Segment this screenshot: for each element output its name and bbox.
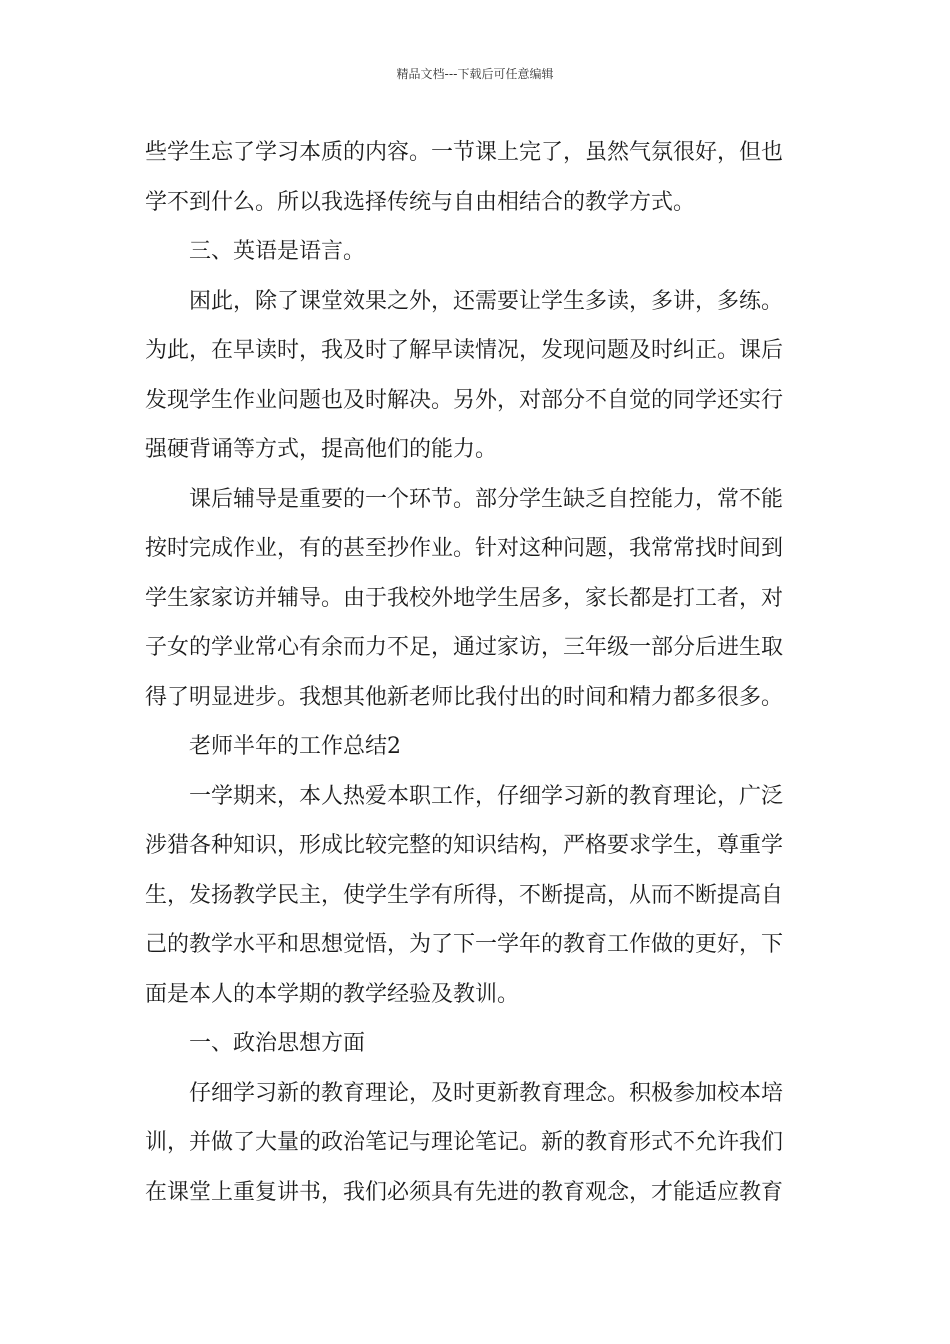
section-heading: 一、政治思想方面 bbox=[189, 1031, 366, 1056]
section-heading: 三、英语是语言。 bbox=[189, 239, 366, 264]
text-line: 些学生忘了学习本质的内容。一节课上完了，虽然气氛很好，但也 bbox=[145, 140, 784, 165]
text-line: 强硬背诵等方式，提高他们的能力。 bbox=[145, 437, 498, 462]
text-line: 面是本人的本学期的教学经验及教训。 bbox=[145, 981, 520, 1007]
text-line: 在课堂上重复讲书，我们必须具有先进的教育观念，才能适应教育 bbox=[145, 1179, 784, 1205]
text-line: 己的教学水平和思想觉悟，为了下一学年的教育工作做的更好，下 bbox=[145, 932, 784, 957]
text-line: 生，发扬教学民主，使学生学有所得，不断提高，从而不断提高自 bbox=[145, 882, 784, 908]
document-subtitle: 老师半年的工作总结2 bbox=[189, 734, 401, 759]
text-line: 子女的学业常心有余而力不足，通过家访，三年级一部分后进生取 bbox=[145, 635, 784, 660]
page-header: 精品文档---下载后可任意编辑 bbox=[396, 67, 554, 81]
text-line: 学生家家访并辅导。由于我校外地学生居多，家长都是打工者，对 bbox=[145, 585, 784, 611]
text-line: 一学期来，本人热爱本职工作，仔细学习新的教育理论，广泛 bbox=[189, 783, 784, 809]
text-line: 困此，除了课堂效果之外，还需要让学生多读，多讲，多练。 bbox=[189, 288, 784, 314]
text-line: 学不到什么。所以我选择传统与自由相结合的教学方式。 bbox=[145, 189, 696, 215]
text-line: 仔细学习新的教育理论，及时更新教育理念。积极参加校本培 bbox=[189, 1080, 784, 1106]
text-line: 发现学生作业问题也及时解决。另外，对部分不自觉的同学还实行 bbox=[145, 387, 784, 413]
text-line: 涉猎各种知识，形成比较完整的知识结构，严格要求学生，尊重学 bbox=[145, 833, 784, 858]
text-line: 得了明显进步。我想其他新老师比我付出的时间和精力都多很多。 bbox=[145, 684, 784, 710]
text-line: 按时完成作业，有的甚至抄作业。针对这种问题，我常常找时间到 bbox=[145, 536, 784, 561]
text-line: 课后辅导是重要的一个环节。部分学生缺乏自控能力，常不能 bbox=[189, 486, 784, 512]
text-line: 为此，在早读时，我及时了解早读情况，发现问题及时纠正。课后 bbox=[145, 338, 784, 363]
document-body bbox=[145, 128, 807, 1217]
text-line: 训，并做了大量的政治笔记与理论笔记。新的教育形式不允许我们 bbox=[145, 1130, 784, 1155]
